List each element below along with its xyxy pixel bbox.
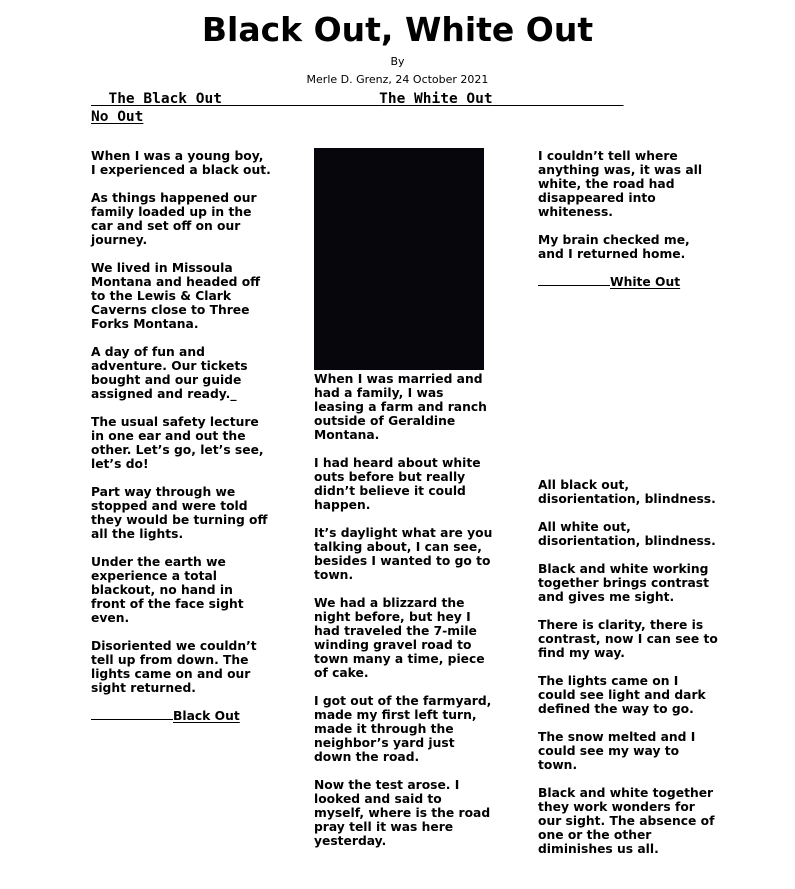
middle-paragraph: It’s daylight what are you talking about, I can see, besides I wanted to go to town. [314,526,493,582]
header-black-out: The Black Out [108,91,222,107]
left-paragraph: The usual safety lecture in one ear and out the other. Let’s go, let’s see, let’s do! [91,415,264,471]
right-paragraph: Black and white together they work wonders for our sight. The absence of one or the other diminishes us all. [538,786,715,856]
right-column-top [538,149,718,289]
right-paragraph: The snow melted and I could see my way to town. [538,730,696,772]
right-paragraph: The lights came on I could see light and dark defined the way to go. [538,674,706,716]
section-header-row [91,91,624,108]
black-out-signoff [91,709,271,723]
document-title: Black Out, White Out [201,10,594,49]
middle-column [314,372,494,862]
right-paragraph: Black and white working together brings contrast and gives me sight. [538,562,709,604]
left-paragraph: As things happened our family loaded up in the car and set off on our journey. [91,191,257,247]
left-paragraph: Disoriented we couldn’t tell up from down. The lights came on and our sight returned. [91,639,257,695]
right-paragraph: I couldn’t tell where anything was, it was all white, the road had disappeared into whiteness. [538,149,703,219]
header-no-out: No Out [91,109,144,125]
left-paragraph: Part way through we stopped and were told they would be turning off all the lights. [91,485,268,541]
middle-paragraph: When I was married and had a family, I was leasing a farm and ranch outside of Geraldine Montana. [314,372,487,442]
left-paragraph: Under the earth we experience a total blackout, no hand in front of the face sight even. [91,555,244,625]
left-paragraph: A day of fun and adventure. Our tickets bought and our guide assigned and ready._ [91,345,248,401]
middle-paragraph: I got out of the farmyard, made my first left turn, made it through the neighbor’s yard just down the road. [314,694,492,764]
right-paragraph: All white out, disorientation, blindness. [538,520,716,548]
black-photo [314,148,484,370]
author-line: Merle D. Grenz, 24 October 2021 [306,73,489,86]
right-paragraph: There is clarity, there is contrast, now I can see to find my way. [538,618,718,660]
left-column [91,149,271,723]
right-paragraph: All black out, disorientation, blindness. [538,478,716,506]
right-column-bottom [538,478,718,870]
middle-paragraph: We had a blizzard the night before, but hey I had traveled the 7-mile winding gravel road to town many a time, piece of cake. [314,596,485,680]
left-paragraph: When I was a young boy, I experienced a black out. [91,149,271,177]
right-paragraph: My brain checked me, and I returned home. [538,233,690,261]
black-out-signoff-label: Black Out [173,709,240,723]
byline-by: By [390,55,405,68]
middle-paragraph: I had heard about white outs before but really didn’t believe it could happen. [314,456,481,512]
header-white-out: The White Out [379,91,493,107]
middle-paragraph: Now the test arose. I looked and said to myself, where is the road pray tell it was here yesterday. [314,778,491,848]
white-out-signoff [538,275,718,289]
left-paragraph: We lived in Missoula Montana and headed off to the Lewis & Clark Caverns close to Three Forks Montana. [91,261,261,331]
white-out-signoff-label: White Out [610,275,681,289]
